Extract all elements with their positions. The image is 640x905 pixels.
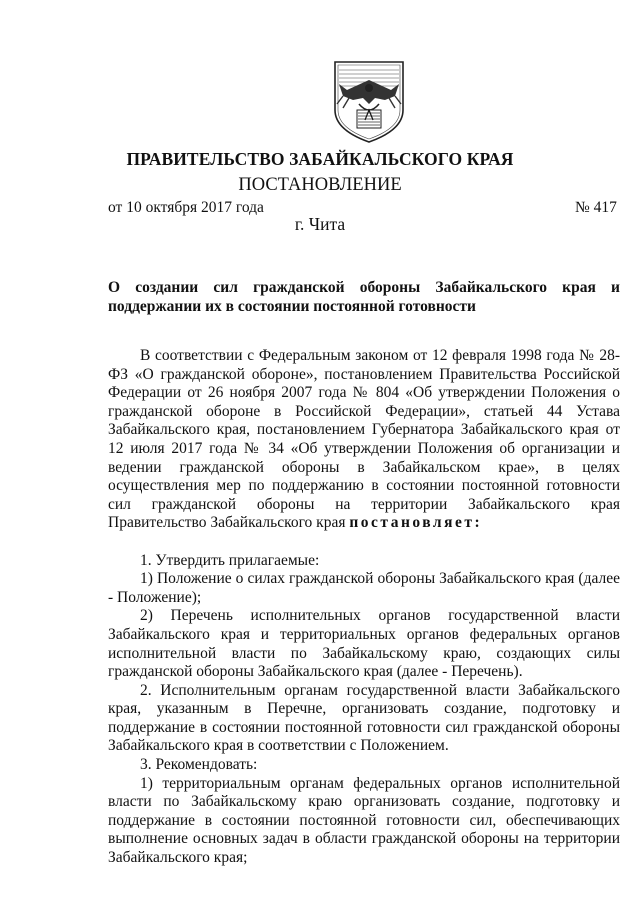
document-title: О создании сил гражданской обороны Забайкальского края и поддержании их в состоянии постоянной готовности <box>108 279 620 315</box>
document-city: г. Чита <box>294 214 346 234</box>
item-paragraph: 2) Перечень исполнительных органов государственной власти Забайкальского края и территориальных органов федеральных органов исполнительной власти по Забайкальскому краю, создающих силы гражданской обороны Забайкальского края (далее - Перечень). <box>108 607 620 681</box>
preamble-text: В соответствии с Федеральным законом от 12 февраля 1998 года № 28-ФЗ «О гражданской обороне», постановлением Правительства Российской Федерации от 26 ноября 2007 года № 804 «Об утверждении Положения о гражданской обороне в Российской Федерации», статьей 44 Устава Забайкальского края, постановлением Губернатора Забайкальского края от 12 июля 2017 года № 34 «Об утверждении Положения об организации и ведении гражданской обороны в Забайкальском крае», в целях осуществления мер по поддержанию в состоянии постоянной готовности сил гражданской обороны на территории Забайкальского края Правительство Забайкальского края <box>108 347 620 532</box>
item-paragraph: 1. Утвердить прилагаемые: <box>140 551 320 569</box>
preamble-paragraph <box>108 347 620 533</box>
document-date: от 10 октября 2017 года <box>108 199 264 216</box>
document-number: № 417 <box>575 199 617 216</box>
document-type: ПОСТАНОВЛЕНИЕ <box>238 175 402 195</box>
coat-of-arms-icon <box>329 58 409 144</box>
government-name: ПРАВИТЕЛЬСТВО ЗАБАЙКАЛЬСКОГО КРАЯ <box>126 149 514 169</box>
item-paragraph: 3. Рекомендовать: <box>140 756 258 774</box>
decree-word: постановляет: <box>349 514 483 532</box>
item-paragraph: 1) территориальным органам федеральных органов исполнительной власти по Забайкальскому краю организовать создание, подготовку и поддержание в состоянии постоянной готовности сил, обеспечивающих выполнение основных задач в области гражданской обороны на территории Забайкальского края; <box>108 774 620 867</box>
document-body <box>108 347 620 868</box>
item-paragraph: 2. Исполнительным органам государственной власти Забайкальского края, указанным в Перечне, организовать создание, подготовку и поддержание в состоянии постоянной готовности сил гражданской обороны Забайкальского края в соответствии с Положением. <box>108 681 620 755</box>
item-paragraph: 1) Положение о силах гражданской обороны Забайкальского края (далее - Положение); <box>108 570 620 606</box>
